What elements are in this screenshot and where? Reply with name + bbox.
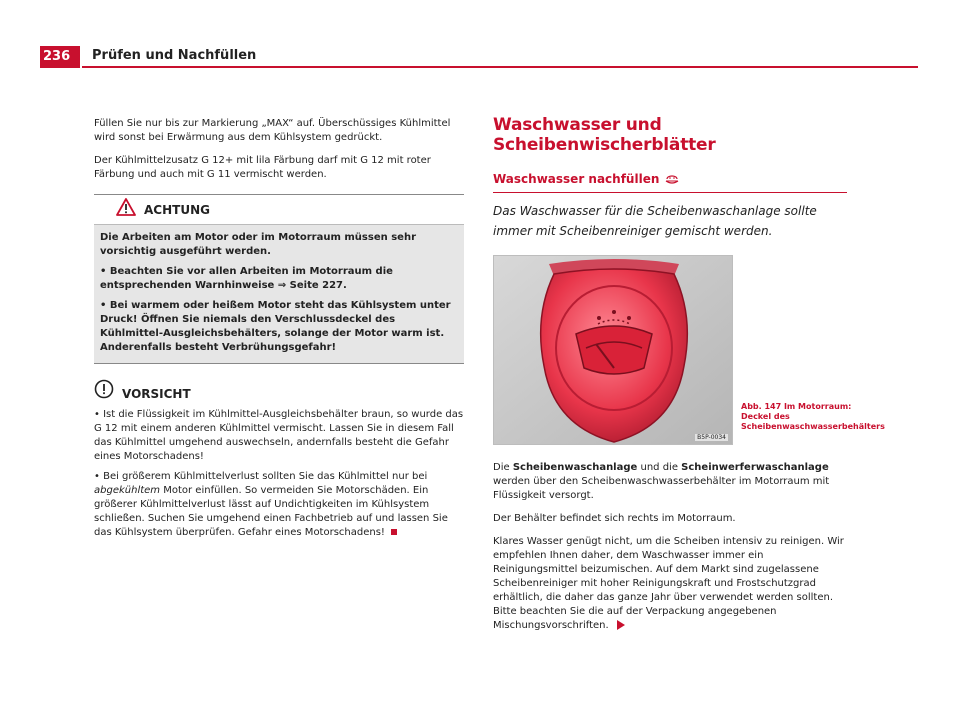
text: Klares Wasser genügt nicht, um die Scheiben intensiv zu reinigen. Wir empfehlen Ihnen daher, dem Waschwasser immer ein Reinigungsmittel beizumischen. Auf dem Markt sind zugelassene Scheibenreiniger mit hoher Reinigungskraft und Frostschutzgrad erhältlich, die daher das ganze Jahr über verwendet werden sollten. Bitte beachten Sie die auf der Verpackung angegebenen Mischungsvorschriften. (493, 536, 844, 631)
header-rule (82, 66, 918, 68)
paragraph: Der Kühlmittelzusatz G 12+ mit lila Färbung darf mit G 12 mit roter Färbung und auch mit G 11 vermischt werden. (94, 155, 431, 180)
caution-body (94, 408, 464, 540)
caution-title: VORSICHT (122, 387, 191, 401)
warning-paragraph: • Beachten Sie vor allen Arbeiten im Motorraum die entsprechenden Warnhinweise ⇒ Seite 227. (100, 266, 393, 291)
paragraph (493, 461, 849, 503)
caution-text: • Bei größerem Kühlmittelverlust sollten Sie das Kühlmittel nur bei (94, 471, 428, 482)
figure-image (493, 255, 733, 445)
term-scheibenwaschanlage: Scheibenwaschanlage (512, 462, 638, 473)
caution-icon (94, 379, 114, 404)
warning-box (94, 194, 464, 364)
text: Die (493, 462, 513, 473)
sub-title-text: Waschwasser nachfüllen (493, 172, 660, 186)
paragraph: Der Behälter befindet sich rechts im Motorraum. (493, 513, 736, 524)
warning-paragraph: • Bei warmem oder heißem Motor steht das Kühlsystem unter Druck! Öffnen Sie niemals den Verschlussdeckel des Kühlmittel-Ausgleichsbehälters, solange der Motor warm ist. Anderenfalls besteht Verbrühungsgefahr! (100, 300, 451, 353)
right-column (493, 115, 885, 642)
caution-emphasis: abgekühltem (94, 485, 161, 496)
section-title: Waschwasser und Scheibenwischerblätter (493, 115, 716, 155)
paragraph: Füllen Sie nur bis zur Markierung „MAX“ auf. Überschüssiges Kühlmittel wird sonst bei Erwärmung aus dem Kühlsystem gedrückt. (94, 118, 451, 143)
paragraph (493, 535, 849, 633)
warning-paragraph: Die Arbeiten am Motor oder im Motorraum müssen sehr vorsichtig ausgeführt werden. (100, 232, 416, 257)
body-text (493, 461, 849, 633)
term-scheinwerferwaschanlage: Scheinwerferwaschanlage (681, 462, 829, 473)
washer-cap-illustration (494, 256, 733, 445)
caution-paragraph (94, 470, 464, 540)
warning-title: ACHTUNG (144, 202, 210, 217)
section-end-marker (391, 529, 397, 535)
intro-text: Das Waschwasser für die Scheibenwaschanlage sollte immer mit Scheibenreiniger gemischt werden. (493, 204, 817, 238)
page-number: 236 (40, 46, 80, 68)
caution-text: Motor einfüllen. So vermeiden Sie Motorschäden. Ein größerer Kühlmittelverlust lässt auf Undichtigkeiten im Kühlsystem schließen. Suchen Sie umgehend einen Fachbetrieb auf und lassen Sie das Kühlsystem überprüfen. Gefahr eines Motorschadens! (94, 485, 448, 538)
warning-body (94, 225, 464, 363)
figure-code: B5P-0034 (697, 434, 726, 441)
continue-arrow-icon (617, 620, 625, 630)
page-header-title: Prüfen und Nachfüllen (92, 48, 257, 63)
warning-header (94, 195, 464, 225)
figure-caption: Abb. 147 Im Motorraum: Deckel des Scheibenwaschwasserbehälters (741, 402, 885, 431)
warning-triangle-icon (116, 198, 136, 221)
caution-paragraph: • Ist die Flüssigkeit im Kühlmittel-Ausgleichsbehälter braun, so wurde das G 12 mit einem anderen Kühlmittel vermischt. Lassen Sie in diesem Fall das Kühlmittel umgehend auswechseln, andernfalls besteht die Gefahr eines Motorschadens! (94, 409, 464, 462)
text: und die (637, 462, 682, 473)
caution-header (94, 380, 464, 402)
environment-icon (665, 173, 679, 185)
figure (493, 255, 885, 447)
left-column (94, 117, 464, 546)
text: werden über den Scheibenwaschwasserbehälter im Motorraum mit Flüssigkeit versorgt. (493, 476, 830, 501)
sub-title (493, 172, 847, 193)
